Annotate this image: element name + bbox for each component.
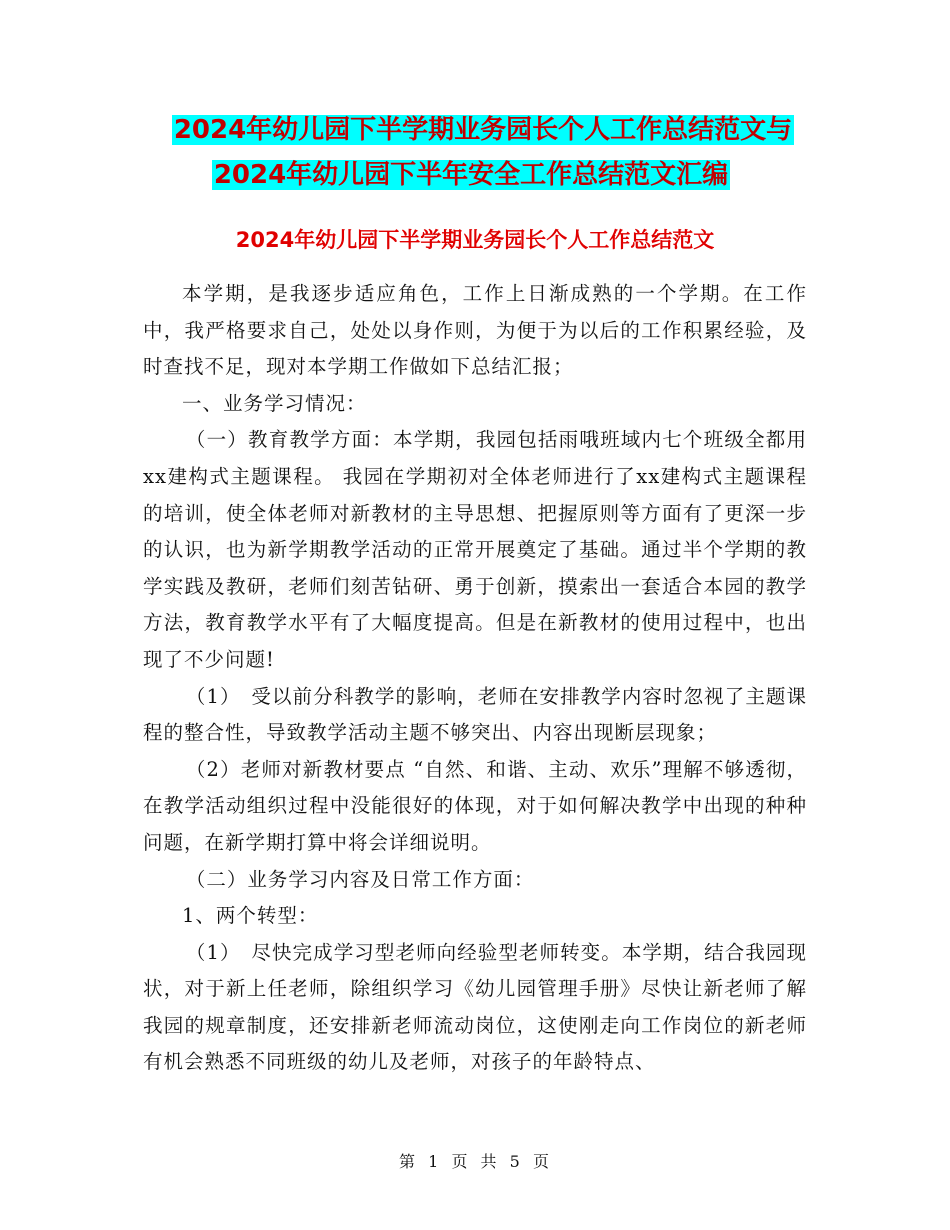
paragraph-issue-1: （1） 受以前分科教学的影响，老师在安排教学内容时忽视了主题课程的整合性，导致教学活动主题不够突出、内容出现断层现象； [143,684,807,745]
document-title-line-2-text: 2024年幼儿园下半年安全工作总结范文汇编 [213,160,729,190]
paragraph-heading-daily-work: （二）业务学习内容及日常工作方面： [185,867,535,891]
document-title-line-2 [0,155,950,195]
footer-word-gong: 共 [480,1152,499,1171]
paragraph-intro: 本学期，是我逐步适应角色，工作上日渐成熟的一个学期。在工作中，我严格要求自己，处处以身作则，为便于为以后的工作积累经验，及时查找不足，现对本学期工作做如下总结汇报； [143,282,807,379]
paragraph-issue-2: （2）老师对新教材要点 “自然、和谐、主动、欢乐”理解不够透彻，在教学活动组织过程中没能很好的体现，对于如何解决教学中出现的种种问题，在新学期打算中将会详细说明。 [143,757,807,854]
paragraph-transition-1: （1） 尽快完成学习型老师向经验型老师转变。本学期，结合我园现状，对于新上任老师，除组织学习《幼儿园管理手册》尽快让新老师了解我园的规章制度，还安排新老师流动岗位，这使刚走向工作岗位的新老师有机会熟悉不同班级的幼儿及老师，对孩子的年龄特点、 [143,940,807,1074]
document-title-line-1-text: 2024年幼儿园下半学期业务园长个人工作总结范文与 [173,115,793,145]
paragraph-heading-two-transitions: 1、两个转型： [182,904,319,928]
section-title: 2024年幼儿园下半学期业务园长个人工作总结范文 [235,228,715,252]
footer-word-di: 第 [399,1152,418,1171]
footer-word-ye: 页 [451,1152,470,1171]
footer-word-ye2: 页 [532,1152,551,1171]
paragraph-teaching: （一）教育教学方面：本学期，我园包括雨哦班域内七个班级全都用xx建构式主题课程。 我园在学期初对全体老师进行了xx建构式主题课程的培训，使全体老师对新教材的主导思想、把握原则等方面有了更深一步的认识，也为新学期教学活动的正常开展奠定了基础。通过半个学期的教学实践及教研，老师们刻苦钻研、勇于创新，摸索出一套适合本园的教学方法，教育教学水平有了大幅度提高。但是在新教材的使用过程中，也出现了不少问题! [143,428,807,671]
paragraph-heading-business-study: 一、业务学习情况： [182,391,367,415]
page-footer [0,1150,950,1174]
footer-page-total: 5 [509,1152,522,1171]
document-title-line-1 [0,110,950,150]
footer-page-current: 1 [428,1152,441,1171]
document-body [143,276,807,1081]
